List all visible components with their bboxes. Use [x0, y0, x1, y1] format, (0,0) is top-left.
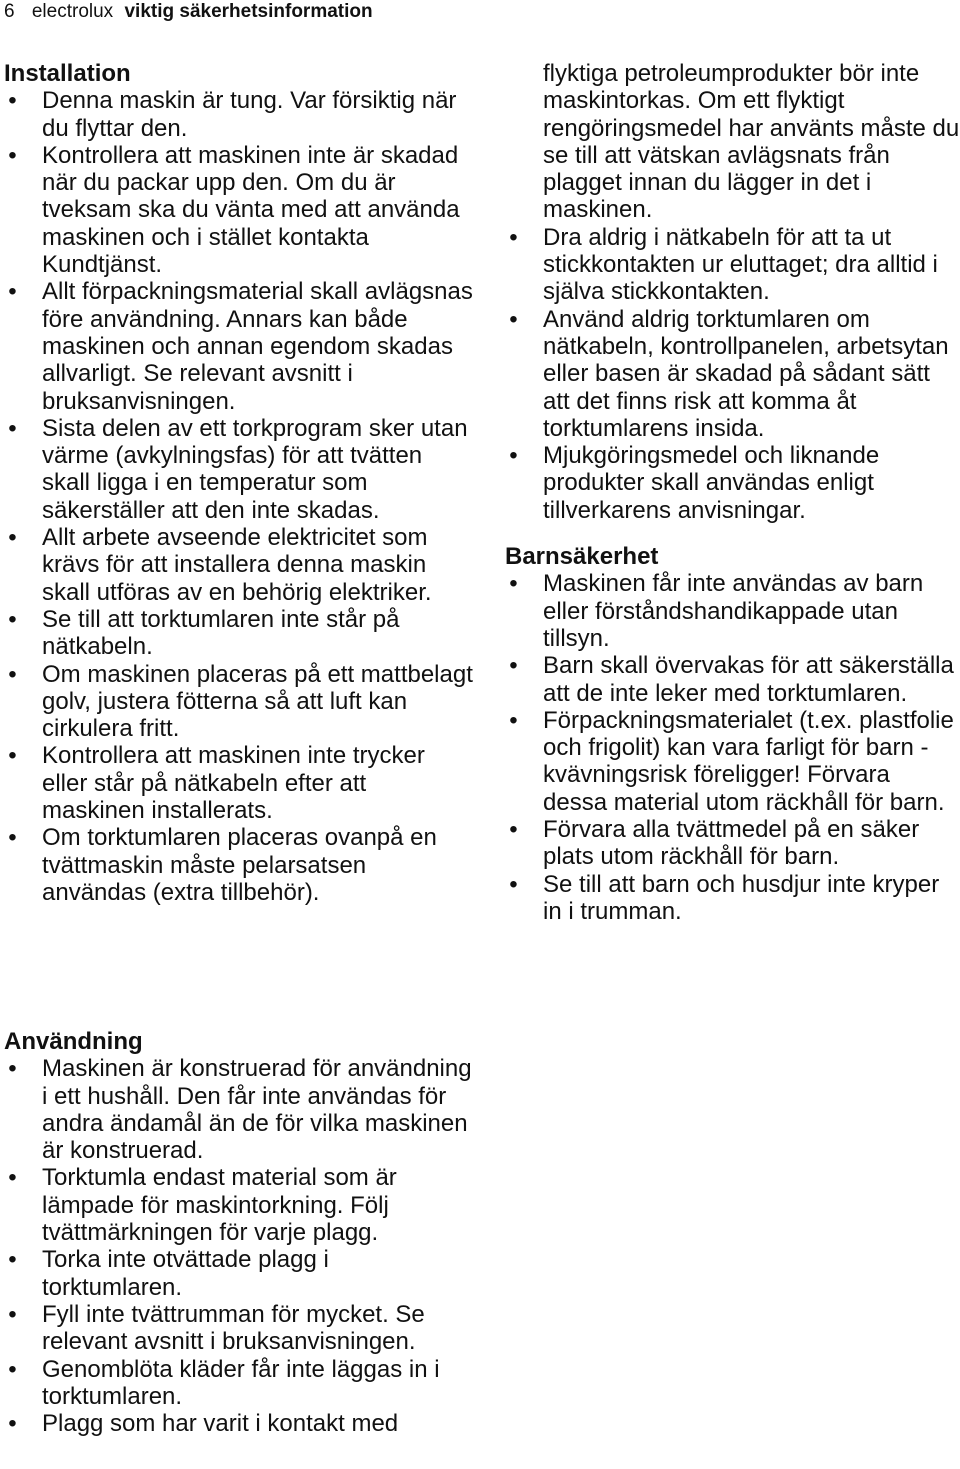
- list-item: [4, 824, 474, 906]
- usage-heading: Användning: [4, 1028, 143, 1055]
- list-item: [4, 1410, 474, 1437]
- bullet-icon: •: [8, 414, 17, 442]
- list-item-text: Se till att torktumlaren inte står på nätkabeln.: [42, 605, 400, 661]
- list-item-text: Mjukgöringsmedel och liknande produkter skall användas enligt tillverkarens anvisningar.: [543, 442, 880, 524]
- bullet-icon: •: [8, 141, 17, 169]
- list-item-text: Allt förpackningsmaterial skall avlägsnas före användning. Annars kan både maskinen och annan egendom skadas allvarligt. Se relevant avsnitt i bruksanvisningen.: [42, 278, 473, 415]
- bullet-icon: •: [8, 1300, 17, 1328]
- bullet-icon: •: [509, 652, 518, 680]
- bullet-icon: •: [509, 442, 518, 470]
- list-item-text: Dra aldrig i nätkabeln för att ta ut stickkontakten ur eluttaget; dra alltid i själva stickkontakten.: [543, 223, 938, 306]
- list-item-text: Om maskinen placeras på ett mattbelagt golv, justera fötterna så att luft kan cirkulera fritt.: [42, 660, 473, 743]
- list-item: [505, 306, 960, 442]
- list-item: [4, 524, 474, 606]
- bullet-icon: •: [8, 524, 17, 552]
- list-item: [505, 570, 960, 652]
- installation-list: [4, 87, 474, 906]
- usage-continued-paragraph: flyktiga petroleumprodukter bör inte maskintorkas. Om ett flyktigt rengöringsmedel har använts måste du se till att vätskan avlägsnats från plagget innan du lägger in det i maskinen.: [543, 60, 960, 224]
- child-safety-list: [505, 570, 960, 925]
- list-item: [4, 661, 474, 743]
- list-item: [4, 1356, 474, 1411]
- list-item-text: Maskinen är konstruerad för användning i ett hushåll. Den får inte användas för andra ändamål än de för vilka maskinen är konstruerad.: [42, 1055, 472, 1165]
- list-item: [4, 742, 474, 824]
- list-item-text: Se till att barn och husdjur inte kryper in i trumman.: [543, 870, 940, 925]
- bullet-icon: •: [8, 742, 17, 770]
- list-item-text: Torka inte otvättade plagg i torktumlaren.: [42, 1246, 329, 1301]
- installation-section: [4, 60, 474, 906]
- list-item: [4, 606, 474, 661]
- right-column: [505, 60, 960, 925]
- list-item-text: Förvara alla tvättmedel på en säker plats utom räckhåll för barn.: [543, 816, 920, 871]
- list-item: [4, 1055, 474, 1164]
- list-item-text: Genomblöta kläder får inte läggas in i torktumlaren.: [42, 1355, 440, 1410]
- list-item: [505, 224, 960, 306]
- list-item: [4, 1164, 474, 1246]
- brand-name: electrolux: [31, 1, 114, 22]
- page-number: 6: [4, 1, 15, 22]
- usage-continued-list: [505, 224, 960, 524]
- list-item-text: Torktumla endast material som är lämpade för maskintorkning. Följ tvättmärkningen för varje plagg.: [42, 1164, 397, 1247]
- bullet-icon: •: [8, 605, 17, 633]
- bullet-icon: •: [8, 1246, 17, 1274]
- bullet-icon: •: [509, 870, 518, 898]
- bullet-icon: •: [8, 278, 17, 306]
- bullet-icon: •: [8, 824, 17, 852]
- bullet-icon: •: [8, 1055, 17, 1083]
- list-item-text: Kontrollera att maskinen inte trycker eller står på nätkabeln efter att maskinen installerats.: [42, 742, 425, 825]
- list-item: [4, 142, 474, 278]
- installation-heading: Installation: [4, 60, 131, 87]
- usage-section: [4, 1028, 474, 1437]
- list-item: [4, 87, 474, 142]
- list-item-text: Denna maskin är tung. Var försiktig när du flyttar den.: [42, 87, 457, 142]
- usage-list: [4, 1055, 474, 1437]
- list-item: [4, 278, 474, 414]
- bullet-icon: •: [509, 570, 518, 598]
- bullet-icon: •: [509, 305, 518, 333]
- list-item: [505, 707, 960, 816]
- list-item-text: Kontrollera att maskinen inte är skadad när du packar upp den. Om du är tveksam ska du vänta med att använda maskinen och i stället kontakta Kundtjänst.: [42, 141, 460, 279]
- list-item: [4, 1301, 474, 1356]
- list-item-text: Barn skall övervakas för att säkerställa att de inte leker med torktumlaren.: [543, 652, 954, 707]
- list-item: [505, 871, 960, 926]
- list-item-text: Sista delen av ett torkprogram sker utan värme (avkylningsfas) för att tvätten skall ligga i en temperatur som säkerställer att den inte skadas.: [42, 414, 468, 524]
- page-header: [4, 0, 373, 24]
- list-item-text: Maskinen får inte användas av barn eller förståndshandikappade utan tillsyn.: [543, 570, 924, 652]
- list-item-text: Plagg som har varit i kontakt med: [42, 1410, 399, 1438]
- bullet-icon: •: [8, 660, 17, 688]
- list-item: [505, 652, 960, 707]
- list-item-text: Fyll inte tvättrumman för mycket. Se relevant avsnitt i bruksanvisningen.: [42, 1300, 425, 1356]
- list-item-text: Förpackningsmaterialet (t.ex. plastfolie och frigolit) kan vara farligt för barn - kvävningsrisk föreligger! Förvara dessa material utom räckhåll för barn.: [543, 706, 954, 816]
- list-item-text: Använd aldrig torktumlaren om nätkabeln, kontrollpanelen, arbetsytan eller basen är skadad på sådant sätt att det finns risk att komma åt torktumlarens insida.: [543, 305, 949, 442]
- bullet-icon: •: [509, 223, 518, 251]
- list-item: [4, 415, 474, 524]
- list-item-text: Om torktumlaren placeras ovanpå en tvättmaskin måste pelarsatsen användas (extra tillbehör).: [42, 824, 437, 906]
- list-item-text: Allt arbete avseende elektricitet som krävs för att installera denna maskin skall utföras av en behörig elektriker.: [42, 524, 432, 606]
- section-title: viktig säkerhetsinformation: [124, 1, 373, 22]
- list-item: [505, 442, 960, 524]
- list-item: [505, 816, 960, 871]
- list-item: [4, 1246, 474, 1301]
- bullet-icon: •: [8, 1355, 17, 1383]
- bullet-icon: •: [8, 1164, 17, 1192]
- bullet-icon: •: [8, 87, 17, 115]
- bullet-icon: •: [509, 706, 518, 734]
- bullet-icon: •: [8, 1410, 17, 1438]
- child-safety-heading: Barnsäkerhet: [505, 543, 659, 571]
- bullet-icon: •: [509, 816, 518, 844]
